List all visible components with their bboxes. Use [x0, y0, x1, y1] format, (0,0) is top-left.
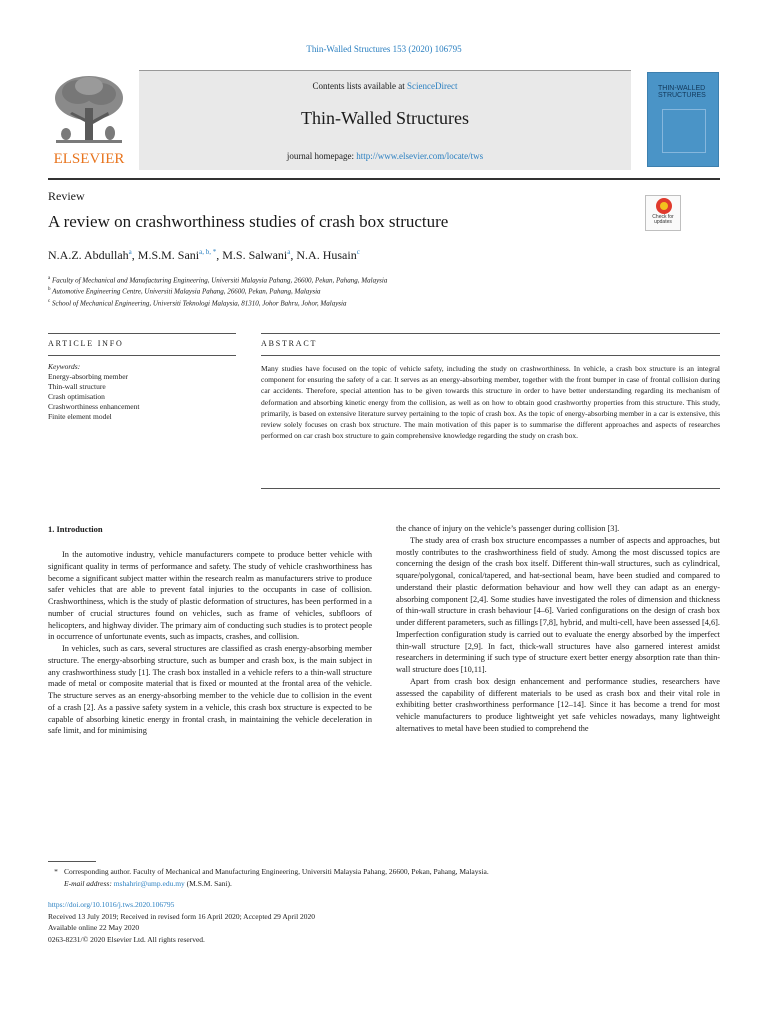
keyword-item: Crashworthiness enhancement	[48, 402, 140, 411]
banner-rule	[48, 178, 720, 180]
check-updates-icon	[656, 198, 672, 214]
body-column-left	[48, 549, 372, 737]
keyword-item: Finite element model	[48, 412, 112, 421]
homepage-label: journal homepage:	[286, 151, 357, 161]
homepage-line	[139, 151, 631, 161]
abstract-text: Many studies have focused on the topic of vehicle safety, including the study on crashworthiness. In vehicle, a crash box structure is an integral component for ensuring the safety of a car. It serves as an energy-absorbing member, together with the front bumper in case of frontal collision during car accidents. Therefore, special attention has to be given towards this structure in order to have better understanding regarding its mechanism of deformation and absorbing kinetic energy from the collision, as well as on how to obtain good crashworthy properties from this structure. This study, primarily, is based on extensive literature survey pertaining to the topic of crash box. As the topic of energy-absorbing member in a car is extensive, this review solely focuses on crash box structure. The main motivation of this paper is to summarise the different approaches and aspects of researches performed on car crash box structure to gain comprehensive knowledge regarding the study on crash box.	[261, 364, 720, 441]
keywords-block	[48, 362, 139, 422]
corresponding-author-text: Corresponding author. Faculty of Mechanical and Manufacturing Engineering, Universiti Malaysia Pahang, 26600, Pekan, Pahang, Malaysia.	[64, 867, 489, 876]
abstract-rule	[261, 333, 720, 334]
journal-reference[interactable]: Thin-Walled Structures 153 (2020) 106795	[306, 44, 462, 54]
affiliation-item	[48, 285, 387, 296]
abstract-end-rule	[261, 488, 720, 489]
affiliation-key: c	[48, 298, 51, 304]
body-paragraph: In vehicles, such as cars, several structures are classified as crash energy-absorbing member structure. The energy-absorbing structure, such as bumper and crash box, is the main subject in any crashworthiness study [1]. The crash box installed in a vehicle refers to a thin-wall structure made of metal or composite material that is fixed or mounted at the frontal area of the vehicle. The structure serves as an energy-absorbing member to the vehicle due to collision in the event of a crash [2]. As a passive safety system in a vehicle, this crash box structure is expected to be capable of absorbing kinetic energy in frontal crash, in maintaining the vehicle deceleration in safe limit, and for minimising	[48, 644, 372, 736]
check-updates-label: Check for updates	[652, 214, 674, 225]
body-paragraph: Apart from crash box design enhancement and performance studies, researchers have assessed the capability of different materials to be used as crash box and their vital role in exhibiting better crashworthiness performance [12–14]. Since it has become a trend for most vehicle manufacturers to produce lightweight yet safe vehicles nowadays, many lightweight alternatives to metal have been studied to comprehend the	[396, 676, 720, 733]
journal-banner	[48, 70, 720, 173]
abstract-label: ABSTRACT	[261, 339, 318, 348]
affiliation-list	[48, 274, 387, 308]
contents-line	[139, 81, 631, 91]
author-separator: ,	[290, 248, 297, 262]
sciencedirect-link[interactable]: ScienceDirect	[407, 81, 458, 91]
keyword-item: Energy-absorbing member	[48, 372, 129, 381]
section-heading-introduction: 1. Introduction	[48, 524, 103, 534]
elsevier-tree-icon	[48, 70, 130, 170]
author-separator: ,	[216, 248, 223, 262]
keywords-label: Keywords:	[48, 362, 81, 371]
article-info-rule	[48, 333, 236, 334]
keyword-item: Thin-wall structure	[48, 382, 106, 391]
footnote-rule	[48, 861, 96, 862]
keywords-list	[48, 372, 139, 422]
affiliation-key: a	[48, 276, 51, 281]
email-note	[48, 878, 720, 890]
article-info-rule-lower	[48, 355, 236, 356]
article-type: Review	[48, 189, 85, 203]
banner-center-panel	[139, 70, 631, 170]
homepage-link[interactable]: http://www.elsevier.com/locate/tws	[356, 151, 484, 161]
email-link[interactable]: mshahrir@ump.edu.my	[113, 878, 185, 888]
body-paragraph: In the automotive industry, vehicle manufacturers compete to produce better vehicle with significant quality in terms of performance and safety. The study of vehicle crashworthiness has become a significant subject matter within the research realm as manufacturers strive to produce safer vehicles that are able to prevent fatal injuries to the occupants in case of collision. Crashworthiness, which is the study of plastic deformation of structures, has been performed in a number of crucial structures found on vehicles, such as frame of vehicles, subfloors of helicopters, and highway divider. The primary aim of conducting such studies is to protect people in occurrence of unfortunate events, such as impacts, crashes, and collision.	[48, 550, 372, 642]
body-paragraph: The study area of crash box structure encompasses a number of aspects and approaches, but mostly contributes to the crashworthiness field of study. Among the most discussed topics are concerning the design of the crash box itself. Different thin-wall structures, such as cylindrical, square/polygonal, conical/tapered, and hat-sectional beam, have been studied and compared to understand their plastic deformation behaviour and how well they can adapt as an energy-absorbing component [2,4]. Some studies have investigated the roles of dimension and thickness of thin-wall structure in crash behaviour [4–6]. Varied configurations on the design of crash box under different parameters, such as fillings [7,8], hybrid, and multi-cell, have been assessed [4,6]. Imperfection configuration study is carried out to evaluate the energy absorbed by the imperfect thin-wall structure [2,9]. In fact, thick-wall structures have also garnered interest amidst researchers in determining if such type of structure exert better energy absorption rate than thin-wall structure does [10,11].	[396, 535, 720, 674]
author-affiliation-marker[interactable]: a	[128, 248, 132, 256]
body-column-right	[396, 523, 720, 735]
affiliation-text: School of Mechanical Engineering, Universiti Teknologi Malaysia, 81310, Johor Bahru, Johor, Malaysia	[51, 298, 347, 307]
body-paragraph-continuation: the chance of injury on the vehicle’s passenger during collision [3].	[396, 524, 620, 533]
article-title: A review on crashworthiness studies of crash box structure	[48, 212, 449, 231]
journal-title: Thin-Walled Structures	[300, 108, 469, 128]
publication-info	[48, 899, 315, 945]
author-affiliation-marker[interactable]: a	[287, 248, 291, 256]
author-affiliation-marker[interactable]: a, b, *	[199, 248, 217, 256]
affiliation-text: Faculty of Mechanical and Manufacturing Engineering, Universiti Malaysia Pahang, 26600, Pekan, Pahang, Malaysia	[51, 276, 388, 285]
available-online: Available online 22 May 2020	[48, 923, 140, 933]
keyword-item: Crash optimisation	[48, 392, 105, 401]
journal-cover-thumbnail[interactable]	[647, 72, 719, 167]
affiliation-item	[48, 297, 387, 308]
email-suffix: (M.S.M. Sani).	[184, 878, 232, 888]
svg-text:ELSEVIER: ELSEVIER	[53, 151, 125, 167]
cover-frame	[662, 109, 706, 153]
contents-prefix: Contents lists available at	[312, 81, 407, 91]
author-affiliation-marker[interactable]: c	[356, 248, 360, 256]
author-name[interactable]: N.A.Z. Abdullah	[48, 248, 129, 262]
abstract-rule-lower	[261, 355, 720, 356]
check-for-updates-button[interactable]	[645, 195, 681, 231]
author-name[interactable]: N.A. Husain	[296, 248, 357, 262]
email-label: E-mail address:	[64, 878, 112, 888]
footnote-star: *	[54, 867, 58, 876]
elsevier-logo[interactable]	[48, 70, 130, 170]
author-name[interactable]: M.S. Salwani	[222, 248, 288, 262]
affiliation-key: b	[48, 287, 51, 293]
copyright-line: 0263-8231/© 2020 Elsevier Ltd. All rights reserved.	[48, 934, 205, 944]
corresponding-author-note	[48, 866, 720, 878]
affiliation-text: Automotive Engineering Centre, Universiti Malaysia Pahang, 26600, Pekan, Pahang, Malaysia	[52, 287, 321, 296]
author-separator: ,	[131, 248, 138, 262]
received-dates: Received 13 July 2019; Received in revised form 16 April 2020; Accepted 29 April 2020	[48, 911, 316, 921]
affiliation-item	[48, 274, 387, 285]
cover-title: THIN-WALLED STRUCTURES	[658, 85, 706, 99]
footnotes	[48, 866, 720, 889]
author-name[interactable]: M.S.M. Sani	[137, 248, 200, 262]
doi-link[interactable]: https://doi.org/10.1016/j.tws.2020.106795	[48, 900, 175, 909]
article-info-label: ARTICLE INFO	[48, 339, 124, 348]
author-list	[48, 248, 360, 263]
